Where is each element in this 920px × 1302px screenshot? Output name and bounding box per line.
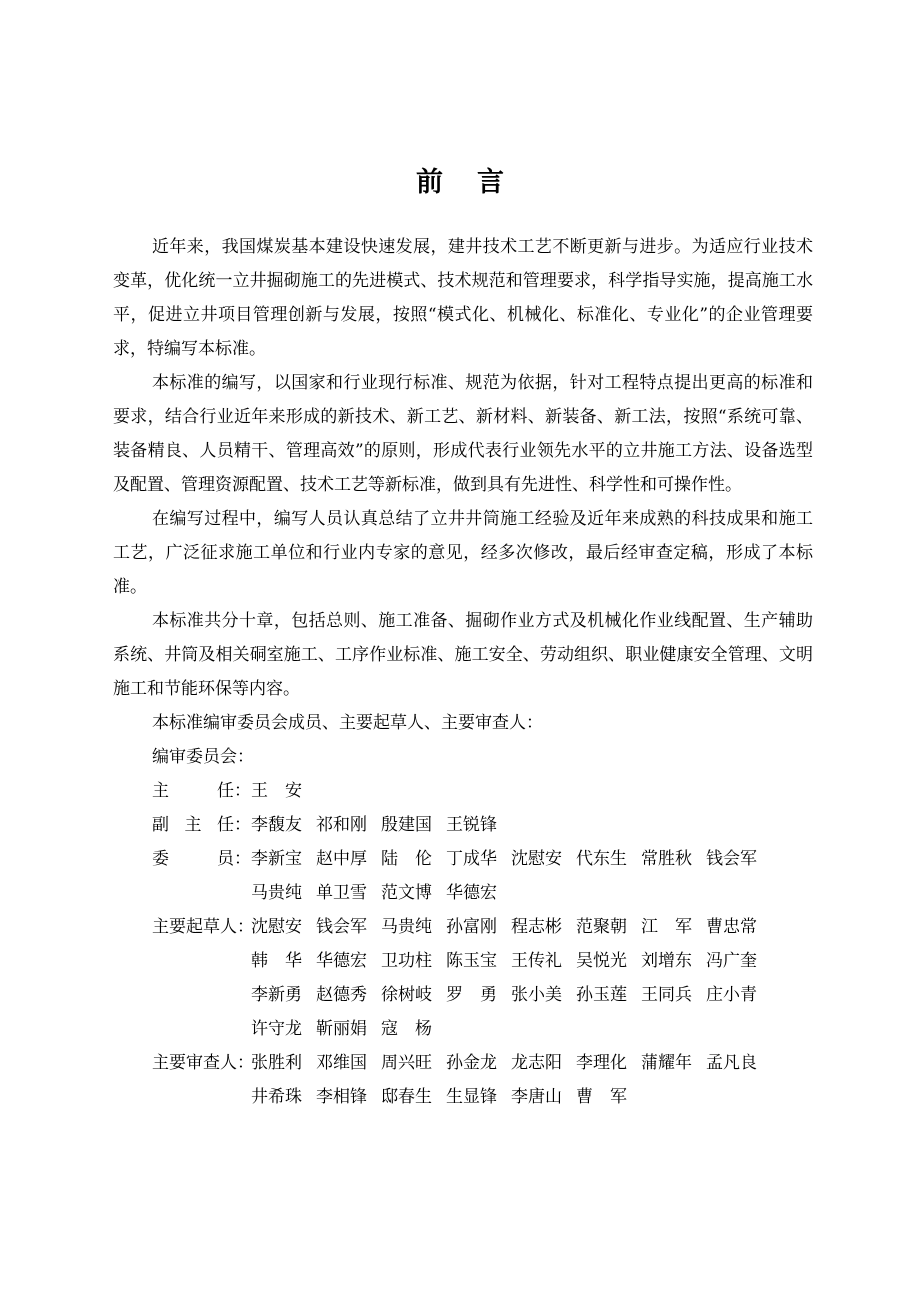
person-name: 赵中厚: [316, 849, 367, 869]
person-name: 华德宏: [446, 883, 497, 903]
title-char-1: 前: [416, 167, 443, 198]
person-name: 孙玉莲: [576, 985, 627, 1005]
vice-director-label-char-1: 副: [152, 815, 169, 835]
person-name: 张小美: [511, 985, 562, 1005]
person-name: 邸春生: [381, 1087, 432, 1107]
person-name: 张胜利: [251, 1053, 302, 1073]
person-name: 曹 军: [576, 1087, 627, 1107]
committee-intro: 本标准编审委员会成员、主要起草人、主要审查人：: [152, 713, 543, 733]
person-name: 江 军: [641, 917, 692, 937]
members-label: [152, 842, 251, 910]
person-name: 李新宝: [251, 849, 302, 869]
person-name: 井希珠: [251, 1087, 302, 1107]
person-name: 邓维国: [316, 1053, 367, 1073]
vice-director-names: [251, 808, 771, 842]
members-label-char-1: 委: [152, 849, 169, 869]
paragraph-1: 近年来，我国煤炭基本建设快速发展，建井技术工艺不断更新与进步。为适应行业技术变革，优化统一立井掘砌施工的先进模式、技术规范和管理要求，科学指导实施，提高施工水平，促进立井项目管理创新与发展，按照“模式化、机械化、标准化、专业化”的企业管理要求，特编写本标准。: [113, 237, 813, 359]
members-label-char-2: 员：: [217, 849, 251, 869]
person-name: 王同兵: [641, 985, 692, 1005]
director-group: [113, 774, 813, 808]
person-name: 韩 华: [251, 951, 302, 971]
person-name: 殷建国: [381, 815, 432, 835]
person-name: 范文博: [381, 883, 432, 903]
drafters-names: [251, 910, 771, 1046]
person-name: 庄小青: [706, 985, 757, 1005]
page-title: [0, 160, 920, 199]
person-name: 孟凡良: [706, 1053, 757, 1073]
director-label-char-1: 主: [152, 781, 169, 801]
person-name: 生显锋: [446, 1087, 497, 1107]
person-name: 沈慰安: [251, 917, 302, 937]
person-name: 丁成华: [446, 849, 497, 869]
person-name: 李理化: [576, 1053, 627, 1073]
vice-director-group: [113, 808, 813, 842]
person-name: 周兴旺: [381, 1053, 432, 1073]
person-name: 华德宏: [316, 951, 367, 971]
person-name: 冯广奎: [706, 951, 757, 971]
person-name: 龙志阳: [511, 1053, 562, 1073]
person-name: 王传礼: [511, 951, 562, 971]
person-name: 刘增东: [641, 951, 692, 971]
person-name: 代东生: [576, 849, 627, 869]
person-name: 许守龙: [251, 1019, 302, 1039]
paragraph-4: 本标准共分十章，包括总则、施工准备、掘砌作业方式及机械化作业线配置、生产辅助系统、井筒及相关硐室施工、工序作业标准、施工安全、劳动组织、职业健康安全管理、文明施工和节能环保等内容。: [113, 611, 813, 699]
person-name: 孙富刚: [446, 917, 497, 937]
person-name: 寇 杨: [381, 1019, 432, 1039]
person-name: 沈慰安: [511, 849, 562, 869]
vice-director-label-char-2: 主: [184, 815, 202, 835]
person-name: 钱会军: [316, 917, 367, 937]
reviewers-group: [113, 1046, 813, 1114]
paragraph-2: 本标准的编写，以国家和行业现行标准、规范为依据，针对工程特点提出更高的标准和要求，结合行业近年来形成的新技术、新工艺、新材料、新装备、新工法，按照“系统可靠、装备精良、人员精干、管理高效”的原则，形成代表行业领先水平的立井施工方法、设备选型及配置、管理资源配置、技术工艺等新标准，做到具有先进性、科学性和可操作性。: [113, 373, 813, 495]
person-name: 王 安: [251, 781, 302, 801]
person-name: 范聚朝: [576, 917, 627, 937]
person-name: 曹忠常: [706, 917, 757, 937]
vice-director-label: [152, 808, 251, 842]
reviewers-label: 主要审查人：: [152, 1053, 254, 1073]
person-name: 赵德秀: [316, 985, 367, 1005]
person-name: 马贵纯: [251, 883, 302, 903]
person-name: 祁和刚: [316, 815, 367, 835]
person-name: 马贵纯: [381, 917, 432, 937]
vice-director-label-char-3: 任：: [217, 815, 251, 835]
director-names: [251, 774, 771, 808]
paragraph-3: 在编写过程中，编写人员认真总结了立井井筒施工经验及近年来成熟的科技成果和施工工艺，广泛征求施工单位和行业内专家的意见，经多次修改，最后经审查定稿，形成了本标准。: [113, 509, 813, 597]
person-name: 钱会军: [706, 849, 757, 869]
committee-heading: 编审委员会：: [152, 747, 254, 767]
person-name: 陆 伦: [381, 849, 432, 869]
members-group: [113, 842, 813, 910]
person-name: 靳丽娟: [316, 1019, 367, 1039]
reviewers-names: [251, 1046, 771, 1114]
person-name: 陈玉宝: [446, 951, 497, 971]
person-name: 李馥友: [251, 815, 302, 835]
person-name: 蒲耀年: [641, 1053, 692, 1073]
person-name: 程志彬: [511, 917, 562, 937]
person-name: 吴悦光: [576, 951, 627, 971]
person-name: 李新勇: [251, 985, 302, 1005]
person-name: 卫功柱: [381, 951, 432, 971]
person-name: 李唐山: [511, 1087, 562, 1107]
director-label-char-2: 任：: [217, 781, 251, 801]
person-name: 常胜秋: [641, 849, 692, 869]
director-label: [152, 774, 251, 808]
person-name: 李相锋: [316, 1087, 367, 1107]
document-body: [113, 230, 813, 1114]
person-name: 徐树岐: [381, 985, 432, 1005]
person-name: 罗 勇: [446, 985, 497, 1005]
person-name: 单卫雪: [316, 883, 367, 903]
drafters-group: [113, 910, 813, 1046]
person-name: 孙金龙: [446, 1053, 497, 1073]
drafters-label: 主要起草人：: [152, 917, 254, 937]
title-char-2: 言: [477, 167, 504, 198]
person-name: 王锐锋: [446, 815, 497, 835]
members-names: [251, 842, 771, 910]
